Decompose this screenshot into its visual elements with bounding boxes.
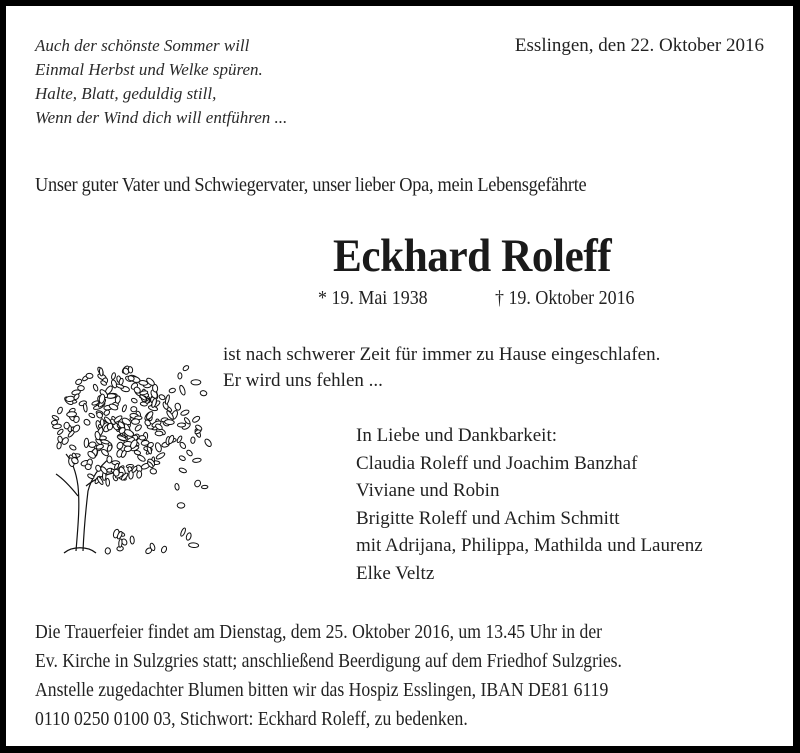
leaf: [69, 444, 77, 451]
poem-line: Auch der schönste Sommer will: [35, 36, 250, 55]
leaf: [131, 397, 138, 403]
funeral-notice: [35, 618, 622, 734]
leaf: [86, 373, 93, 378]
dateline: Esslingen, den 22. Oktober 2016: [514, 35, 764, 56]
leaf: [100, 466, 109, 475]
notice-line: Ev. Kirche in Sulzgries statt; anschließend Beerdigung auf dem Friedhof Sulzgries.: [35, 651, 622, 672]
death-date: † 19. Oktober 2016: [495, 288, 635, 309]
leaf: [88, 412, 95, 418]
obituary-notice: [6, 6, 793, 746]
leaf: [179, 385, 187, 396]
leaf: [178, 373, 182, 379]
leaf: [155, 431, 163, 436]
poem-line: Halte, Blatt, geduldig still,: [35, 84, 217, 103]
leaf: [56, 442, 61, 449]
leaf: [122, 404, 128, 412]
notice-line: 0110 0250 0100 03, Stichwort: Eckhard Roleff, zu bedenken.: [35, 709, 468, 730]
leaf: [134, 424, 142, 432]
leaf: [67, 411, 77, 417]
leaf: [150, 468, 157, 474]
family-signatures: [356, 422, 703, 587]
leaf: [52, 415, 60, 421]
leaf: [105, 548, 111, 555]
leaf: [65, 396, 74, 402]
family-member: mit Adrijana, Philippa, Mathilda und Laurenz: [356, 535, 703, 556]
deceased-name: Eckhard Roleff: [333, 230, 612, 282]
message: [223, 342, 660, 394]
leaf: [107, 456, 112, 463]
leaf: [186, 449, 194, 457]
message-line: ist nach schwerer Zeit für immer zu Hause eingeschlafen.: [223, 344, 661, 365]
leaf: [113, 469, 119, 476]
notice-line: Die Trauerfeier findet am Dienstag, dem 25. Oktober 2016, um 13.45 Uhr in der: [35, 622, 603, 643]
leaf: [84, 438, 89, 447]
leaf: [64, 422, 70, 429]
family-member: Elke Veltz: [356, 562, 435, 584]
leaf: [85, 464, 92, 470]
leaf: [177, 423, 185, 427]
leaf: [111, 372, 116, 380]
leaf: [200, 390, 207, 396]
leaf: [88, 441, 96, 447]
family-member: Brigitte Roleff und Achim Schmitt: [356, 507, 620, 529]
leaf: [145, 410, 154, 420]
leaf: [124, 446, 132, 452]
leaf: [158, 394, 166, 401]
leaf: [131, 407, 137, 412]
leaf: [131, 419, 139, 425]
leaf: [130, 536, 135, 544]
leaf: [92, 384, 98, 392]
leaf: [191, 380, 201, 385]
leaf: [57, 428, 64, 435]
leaf: [106, 444, 112, 452]
leaf: [204, 438, 213, 448]
leaf: [179, 467, 188, 473]
poem: [35, 34, 287, 130]
leaf: [164, 419, 174, 425]
leaf: [201, 485, 208, 489]
leaf: [192, 458, 201, 463]
leaf: [174, 483, 179, 490]
leaf: [179, 441, 187, 449]
leaf: [168, 435, 175, 445]
intro-text: Unser guter Vater und Schwiegervater, unser lieber Opa, mein Lebensgefährte: [35, 175, 587, 196]
leaf: [99, 368, 103, 376]
leaf: [87, 473, 95, 480]
leaf: [155, 452, 165, 461]
leaf: [174, 403, 181, 411]
leaf: [57, 436, 63, 443]
poem-line: Wenn der Wind dich will entführen ...: [35, 108, 288, 127]
leaf: [116, 441, 124, 450]
family-member: Viviane und Robin: [356, 480, 500, 501]
family-member: Claudia Roleff und Joachim Banzhaf: [356, 452, 638, 474]
leaf: [136, 471, 142, 479]
leaf: [180, 409, 190, 416]
poem-line: Einmal Herbst und Welke spüren.: [35, 60, 263, 79]
leaf: [180, 527, 187, 536]
leaf: [192, 415, 201, 423]
leaf: [137, 454, 147, 462]
leaf: [177, 503, 185, 508]
leaf: [188, 543, 198, 548]
family-heading: In Liebe und Dankbarkeit:: [356, 425, 558, 446]
leaf: [83, 403, 88, 412]
windblown-tree-icon: [36, 346, 216, 561]
leaf: [160, 545, 167, 553]
leaf: [83, 418, 91, 426]
notice-line: Anstelle zugedachter Blumen bitten wir das Hospiz Esslingen, IBAN DE81 6119: [35, 680, 609, 701]
leaf: [154, 442, 162, 453]
leaf: [182, 365, 189, 372]
leaf: [75, 378, 83, 385]
message-line: Er wird uns fehlen ...: [223, 370, 383, 391]
leaf: [118, 539, 122, 548]
leaf: [194, 479, 202, 488]
leaf: [179, 455, 187, 462]
birth-date: * 19. Mai 1938: [318, 288, 428, 309]
leaf: [185, 532, 192, 541]
leaf: [139, 435, 146, 440]
leaf: [191, 437, 196, 444]
leaf: [169, 388, 176, 394]
leaf: [106, 478, 110, 486]
leaf: [57, 406, 64, 414]
leaf: [165, 394, 171, 404]
